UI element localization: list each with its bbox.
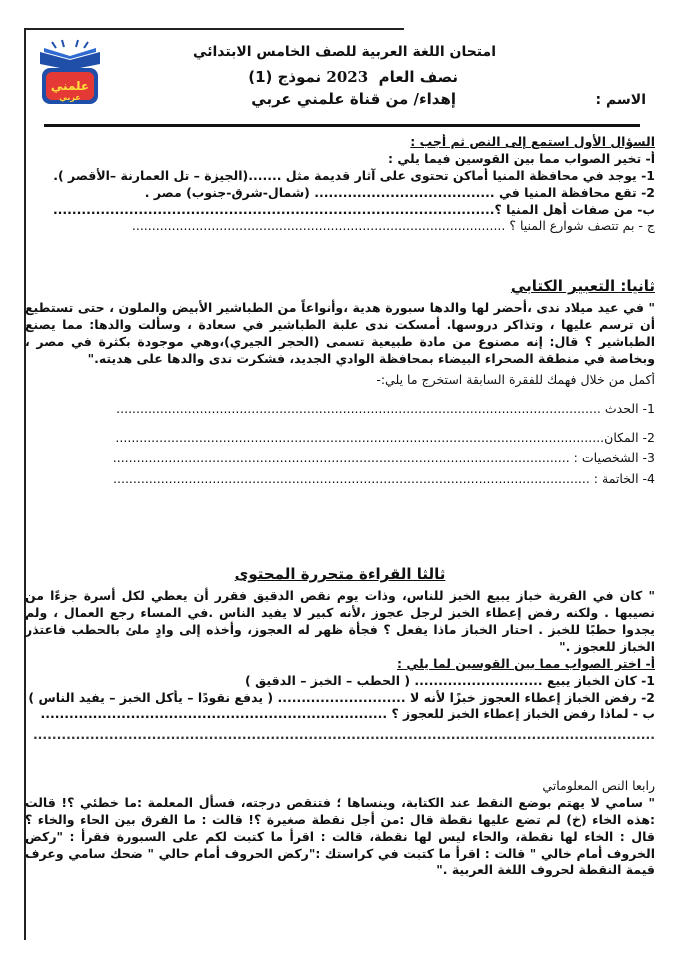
header-divider xyxy=(44,124,640,127)
section2-item-4: 4- الخاتمة : ........................................................................................................................ xyxy=(113,471,655,487)
section-listening xyxy=(25,134,655,235)
section3-question-1: 1- كان الخباز يبيع ........................... ( الحطب – الخبز – الدقيق ) xyxy=(245,672,655,688)
gift-credit: إهداء/ من قناة علمني عربي xyxy=(251,90,456,108)
section1-part-a: أ- تخير الصواب مما بين القوسين فيما يلي : xyxy=(388,150,655,166)
section2-item-3: 3- الشخصيات : ................................................................................................................... xyxy=(112,450,655,466)
section3-question-2: 2- رفض الخباز إعطاء العجوز خبزًا لأنه لا ........................... ( يدفع نقودًا – يأكل الخبز – يفيد الناس ) xyxy=(28,689,655,705)
student-name-label: الاسم : xyxy=(595,92,646,108)
section-writing xyxy=(25,276,655,488)
book-logo-icon xyxy=(36,38,104,108)
section2-paragraph: " في عيد ميلاد ندى ،أحضر لها والدها سبورة هدية ،وأنواعاً من الطباشير الأبيض والملون ، حتى تستطيع أن ترسم عليها ، وتذاكر دروسها. أمسكت ندى علبة الطباشير في سعادة ، وسألت والدها: مما يصنع الطباشير ؟ قال: إنه مصنوع من مادة طبيعية تسمى (الحجر الجيري)،وهي موجودة بكثرة في مصر ، وبخاصة في منطقة الصحراء البيضاء بمحافظة الوادي الجديد، فشكرت ندى والدها على هديته." xyxy=(25,300,655,366)
section1-question-2: 2- تقع محافظة المنيا في ...................................... (شمال-شرق-جنوب) مصر . xyxy=(144,184,655,200)
exam-header xyxy=(26,30,656,120)
section-informational xyxy=(25,778,655,879)
section3-part-b: ب - لماذا رفض الخباز إعطاء الخبز للعجوز ؟ ......................................................................... xyxy=(40,706,655,722)
section1-part-c: ج - بم تتصف شوارع المنيا ؟ .............................................................................................. xyxy=(131,218,655,234)
exam-year: 2023 xyxy=(326,68,369,86)
section2-title: ثانيا: التعبير الكتابي xyxy=(510,277,655,295)
section2-instruction: أكمل من خلال فهمك للفقرة السابقة استخرج ما يلي:- xyxy=(376,371,655,387)
exam-title: امتحان اللغة العربية للصف الخامس الابتدائي xyxy=(193,44,496,60)
section1-question-1: 1- يوجد في محافظة المنيا أماكن تحتوى على آثار قديمة مثل .......(الجيزة – تل العمارنة –الأقصر ). xyxy=(53,167,655,183)
channel-logo xyxy=(36,38,104,108)
svg-text:عربي: عربي xyxy=(59,93,81,102)
exam-term-line xyxy=(248,68,458,86)
section2-item-2: 2- المكان........................................................................................................................... xyxy=(115,429,655,445)
section4-title: رابعا النص المعلوماتي xyxy=(542,778,655,793)
section1-part-b: ب- من صفات أهل المنيا ؟............................................................................................. xyxy=(52,201,655,217)
section3-paragraph: " كان في القرية خباز يبيع الخبز للناس، وذات يوم نقص الدقيق فقرر أن يعطي لكل أسرة جزءًا من نصيبها . ولكنه رفض إعطاء الخبز لرجل عجوز ،لأنه كبير لا يفيد الناس .في المساء رجع العمال ، ولم يجدوا حطبًا للخبز . احتار الخباز ماذا يفعل ؟ فجأة ظهر له العجوز، وأخذه إلى وادٍ ملئ بالحطب فاعتذر الخباز للعجوز ." xyxy=(25,588,655,654)
section4-paragraph: " سامي لا يهتم بوضع النقط عند الكتابة، وينساها ؛ فتنقص درجته، فسأل المعلمة :ما خطئي ؟! قالت :هذه الخاء (خ) لم تضع عليها نقطة قال :من أجل نقطة صغيرة ؟! قالت : ما الفرق بين الحاء والخاء ؟ قال : الخاء لها نقطة، والحاء ليس لها نقطة، قالت : اقرأ ما كتبت لكم على السبورة فقرأ : "رکض الخروف أمام خالي " قالت : اقرأ ما كتبت في كراستك :"ركض الحروف أمام حالي " ضحك سامي وعرف قيمة النقطة لحروف اللغة العربية ." xyxy=(25,794,655,878)
section3-answer-line: ................................................................................................................................... xyxy=(32,727,655,743)
section3-part-a: أ- اختر الصواب مما بين القوسين لما يلي : xyxy=(397,655,655,671)
exam-model: نموذج (1) xyxy=(248,68,322,86)
exam-term: نصف العام xyxy=(378,68,458,86)
svg-text:علمني: علمني xyxy=(50,79,90,93)
section-reading xyxy=(25,564,655,744)
section3-title: ثالثا القراءة متحررة المحتوى xyxy=(234,565,446,583)
section2-item-1: 1- الحدث .......................................................................................................................... xyxy=(116,400,655,416)
section1-title: السؤال الأول استمع إلى النص ثم أجب : xyxy=(410,134,655,149)
